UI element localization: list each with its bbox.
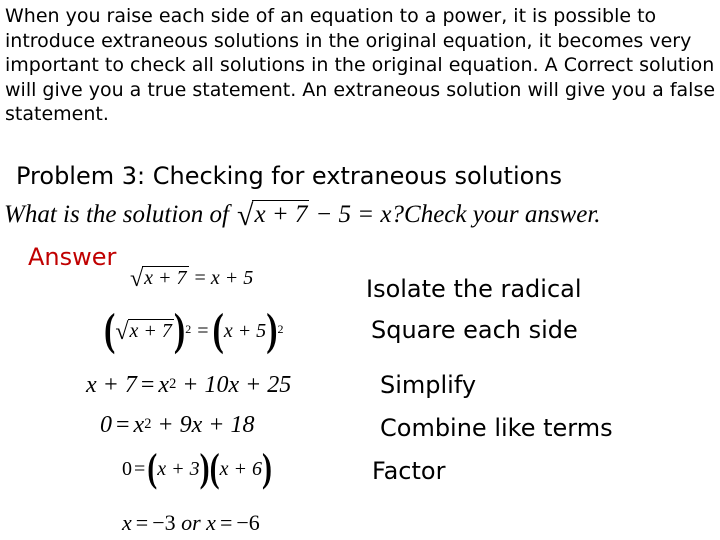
step-label-3: Simplify [380,371,477,399]
answer-label: Answer [28,243,117,271]
equation-step-3: x + 7 = x 2 + 10x + 25 [86,372,292,398]
intro-paragraph: When you raise each side of an equation to a power, it is possible to introduce extraneous solutions in the original equation, it becomes very important to check all solutions in the original equation. A Correct solution will give you a true statement. An extraneous solution will give you a false statement. [5,5,716,125]
equation-step-2: ( √ x + 7 ) 2 = ( x + 5 ) 2 [104,305,284,356]
equation-step-6: x = −3 or x = −6 [122,510,260,535]
step-label-1: Isolate the radical [366,275,582,303]
equation-step-1: √ x + 7 = x + 5 [130,266,254,292]
problem-heading: Problem 3: Checking for extraneous solutions [16,162,563,190]
equation-step-4: 0 = x 2 + 9x + 18 [100,412,255,438]
equation-step-5: 0 = ( x + 3 )( x + 6 ) [122,446,273,491]
step-label-2: Square each side [371,316,578,344]
question-radicand: x + 7 [254,201,308,228]
question-after: − 5 = x?Check your answer. [315,201,601,228]
question-radical: √ x + 7 [237,199,308,232]
question-before: What is the solution of [4,201,229,228]
problem-question [4,199,601,232]
step-label-4: Combine like terms [380,414,613,442]
step-label-5: Factor [372,457,446,485]
